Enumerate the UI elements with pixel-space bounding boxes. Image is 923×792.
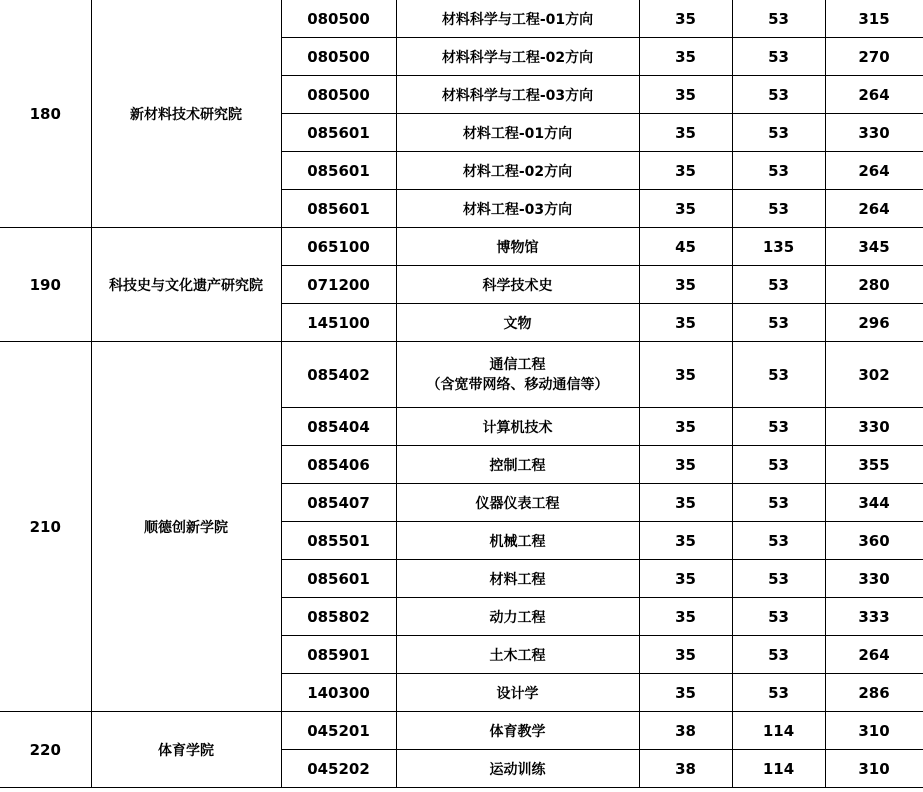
single-subject-a-cell: 35 <box>639 598 732 636</box>
major-code-cell: 085601 <box>281 114 396 152</box>
major-code-cell: 085601 <box>281 190 396 228</box>
major-name-cell <box>396 342 639 408</box>
major-code-cell: 065100 <box>281 228 396 266</box>
dept-name-cell: 新材料技术研究院 <box>91 0 281 228</box>
single-subject-b-cell: 53 <box>732 266 825 304</box>
single-subject-b-cell: 53 <box>732 152 825 190</box>
total-score-cell: 355 <box>825 446 923 484</box>
major-code-cell: 045202 <box>281 750 396 788</box>
major-name-cell: 材料科学与工程-03方向 <box>396 76 639 114</box>
single-subject-a-cell: 35 <box>639 114 732 152</box>
single-subject-b-cell: 53 <box>732 38 825 76</box>
major-name-cell: 体育教学 <box>396 712 639 750</box>
total-score-cell: 344 <box>825 484 923 522</box>
major-name-cell: 文物 <box>396 304 639 342</box>
total-score-cell: 360 <box>825 522 923 560</box>
single-subject-a-cell: 35 <box>639 76 732 114</box>
total-score-cell: 310 <box>825 712 923 750</box>
major-code-cell: 085802 <box>281 598 396 636</box>
major-name-cell: 机械工程 <box>396 522 639 560</box>
table-row <box>0 712 923 750</box>
single-subject-b-cell: 53 <box>732 304 825 342</box>
single-subject-a-cell: 35 <box>639 674 732 712</box>
major-name-cell: 控制工程 <box>396 446 639 484</box>
total-score-cell: 286 <box>825 674 923 712</box>
major-name-cell: 运动训练 <box>396 750 639 788</box>
table-row <box>0 228 923 266</box>
dept-name-cell: 科技史与文化遗产研究院 <box>91 228 281 342</box>
total-score-cell: 315 <box>825 0 923 38</box>
major-code-cell: 140300 <box>281 674 396 712</box>
single-subject-a-cell: 35 <box>639 190 732 228</box>
single-subject-b-cell: 114 <box>732 712 825 750</box>
single-subject-b-cell: 53 <box>732 0 825 38</box>
major-name-cell: 材料科学与工程-02方向 <box>396 38 639 76</box>
single-subject-a-cell: 38 <box>639 712 732 750</box>
single-subject-a-cell: 35 <box>639 304 732 342</box>
major-code-cell: 080500 <box>281 0 396 38</box>
total-score-cell: 302 <box>825 342 923 408</box>
total-score-cell: 264 <box>825 76 923 114</box>
single-subject-b-cell: 53 <box>732 560 825 598</box>
major-code-cell: 085501 <box>281 522 396 560</box>
single-subject-a-cell: 35 <box>639 522 732 560</box>
major-code-cell: 085407 <box>281 484 396 522</box>
major-name-cell: 动力工程 <box>396 598 639 636</box>
total-score-cell: 296 <box>825 304 923 342</box>
major-name-cell: 设计学 <box>396 674 639 712</box>
single-subject-a-cell: 35 <box>639 484 732 522</box>
major-name-cell: 土木工程 <box>396 636 639 674</box>
major-code-cell: 071200 <box>281 266 396 304</box>
major-name-cell: 计算机技术 <box>396 408 639 446</box>
dept-code-cell: 210 <box>0 342 91 712</box>
major-name-cell: 科学技术史 <box>396 266 639 304</box>
single-subject-b-cell: 53 <box>732 408 825 446</box>
single-subject-a-cell: 35 <box>639 266 732 304</box>
single-subject-a-cell: 38 <box>639 750 732 788</box>
total-score-cell: 330 <box>825 114 923 152</box>
single-subject-b-cell: 53 <box>732 76 825 114</box>
major-name-cell: 材料工程-03方向 <box>396 190 639 228</box>
major-name-cell: 材料工程-02方向 <box>396 152 639 190</box>
single-subject-a-cell: 35 <box>639 560 732 598</box>
major-name-cell: 仪器仪表工程 <box>396 484 639 522</box>
single-subject-b-cell: 53 <box>732 674 825 712</box>
total-score-cell: 330 <box>825 408 923 446</box>
single-subject-b-cell: 53 <box>732 522 825 560</box>
major-name-line2: （含宽带网络、移动通信等） <box>426 376 609 393</box>
total-score-cell: 264 <box>825 190 923 228</box>
single-subject-a-cell: 35 <box>639 446 732 484</box>
total-score-cell: 270 <box>825 38 923 76</box>
total-score-cell: 330 <box>825 560 923 598</box>
total-score-cell: 280 <box>825 266 923 304</box>
single-subject-a-cell: 35 <box>639 38 732 76</box>
table-row <box>0 0 923 38</box>
major-code-cell: 085402 <box>281 342 396 408</box>
dept-code-cell: 180 <box>0 0 91 228</box>
major-name-cell: 博物馆 <box>396 228 639 266</box>
single-subject-b-cell: 53 <box>732 484 825 522</box>
single-subject-a-cell: 35 <box>639 342 732 408</box>
single-subject-a-cell: 35 <box>639 636 732 674</box>
single-subject-b-cell: 53 <box>732 342 825 408</box>
single-subject-a-cell: 45 <box>639 228 732 266</box>
single-subject-a-cell: 35 <box>639 408 732 446</box>
major-code-cell: 085601 <box>281 152 396 190</box>
dept-name-cell: 体育学院 <box>91 712 281 788</box>
single-subject-b-cell: 135 <box>732 228 825 266</box>
major-name-cell: 材料科学与工程-01方向 <box>396 0 639 38</box>
dept-code-cell: 190 <box>0 228 91 342</box>
single-subject-a-cell: 35 <box>639 0 732 38</box>
major-code-cell: 080500 <box>281 38 396 76</box>
major-code-cell: 085406 <box>281 446 396 484</box>
total-score-cell: 264 <box>825 152 923 190</box>
dept-name-cell: 顺德创新学院 <box>91 342 281 712</box>
table-row <box>0 342 923 408</box>
single-subject-b-cell: 53 <box>732 190 825 228</box>
major-name-cell: 材料工程-01方向 <box>396 114 639 152</box>
major-code-cell: 085404 <box>281 408 396 446</box>
dept-code-cell: 220 <box>0 712 91 788</box>
major-code-cell: 085601 <box>281 560 396 598</box>
major-code-cell: 145100 <box>281 304 396 342</box>
major-code-cell: 045201 <box>281 712 396 750</box>
major-code-cell: 080500 <box>281 76 396 114</box>
single-subject-b-cell: 114 <box>732 750 825 788</box>
major-code-cell: 085901 <box>281 636 396 674</box>
total-score-cell: 264 <box>825 636 923 674</box>
single-subject-b-cell: 53 <box>732 446 825 484</box>
single-subject-a-cell: 35 <box>639 152 732 190</box>
total-score-cell: 345 <box>825 228 923 266</box>
major-name-line1: 通信工程 <box>489 356 546 373</box>
total-score-cell: 310 <box>825 750 923 788</box>
single-subject-b-cell: 53 <box>732 114 825 152</box>
single-subject-b-cell: 53 <box>732 598 825 636</box>
total-score-cell: 333 <box>825 598 923 636</box>
single-subject-b-cell: 53 <box>732 636 825 674</box>
major-name-cell: 材料工程 <box>396 560 639 598</box>
